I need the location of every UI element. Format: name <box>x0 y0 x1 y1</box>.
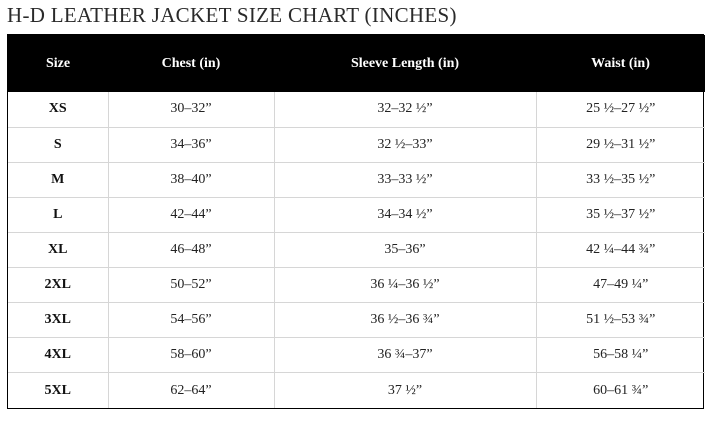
table-row <box>8 268 705 303</box>
waist-cell: 35 ½–37 ½” <box>536 197 705 232</box>
waist-cell: 25 ½–27 ½” <box>536 92 705 127</box>
header-chest: Chest (in) <box>161 55 221 71</box>
size-cell: M <box>8 162 108 197</box>
chest-cell: 34–36” <box>108 127 274 162</box>
chest-cell: 58–60” <box>108 338 274 373</box>
size-cell: 2XL <box>8 268 108 303</box>
chest-cell: 38–40” <box>108 162 274 197</box>
waist-cell: 33 ½–35 ½” <box>536 162 705 197</box>
waist-cell: 56–58 ¼” <box>536 338 705 373</box>
size-cell: XL <box>8 232 108 267</box>
header-size: Size <box>45 55 71 71</box>
table-row <box>8 303 705 338</box>
table-header-row <box>8 35 705 92</box>
header-waist: Waist (in) <box>591 55 650 71</box>
sleeve-cell: 32 ½–33” <box>274 127 536 162</box>
waist-cell: 29 ½–31 ½” <box>536 127 705 162</box>
size-cell: S <box>8 127 108 162</box>
size-cell: 5XL <box>8 373 108 408</box>
waist-cell: 60–61 ¾” <box>593 382 649 398</box>
table-row <box>8 338 705 373</box>
page-title: H-D LEATHER JACKET SIZE CHART (INCHES) <box>7 3 457 27</box>
table-row <box>8 162 705 197</box>
sleeve-cell: 35–36” <box>274 232 536 267</box>
waist-cell: 42 ¼–44 ¾” <box>536 232 705 267</box>
sleeve-cell: 34–34 ½” <box>274 197 536 232</box>
waist-cell: 47–49 ¼” <box>536 268 705 303</box>
chest-cell: 46–48” <box>108 232 274 267</box>
chest-cell: 50–52” <box>108 268 274 303</box>
size-cell: 3XL <box>8 303 108 338</box>
header-sleeve-length: Sleeve Length (in) <box>350 55 460 71</box>
table-row <box>8 197 705 232</box>
sleeve-cell: 32–32 ½” <box>274 92 536 127</box>
table-row <box>8 92 705 127</box>
sleeve-cell: 33–33 ½” <box>274 162 536 197</box>
size-cell: L <box>8 197 108 232</box>
sleeve-cell: 37 ½” <box>274 373 536 408</box>
waist-cell: 51 ½–53 ¾” <box>536 303 705 338</box>
table-row <box>8 127 705 162</box>
sleeve-cell: 36 ¼–36 ½” <box>274 268 536 303</box>
chest-cell: 42–44” <box>108 197 274 232</box>
table-row <box>8 373 705 408</box>
sleeve-cell: 36 ¾–37” <box>274 338 536 373</box>
chest-cell: 62–64” <box>108 373 274 408</box>
size-cell: 4XL <box>8 338 108 373</box>
size-chart-table <box>7 34 704 409</box>
table-row <box>8 232 705 267</box>
size-cell: XS <box>8 92 108 127</box>
chest-cell: 54–56” <box>108 303 274 338</box>
sleeve-cell: 36 ½–36 ¾” <box>274 303 536 338</box>
chest-cell: 30–32” <box>108 92 274 127</box>
